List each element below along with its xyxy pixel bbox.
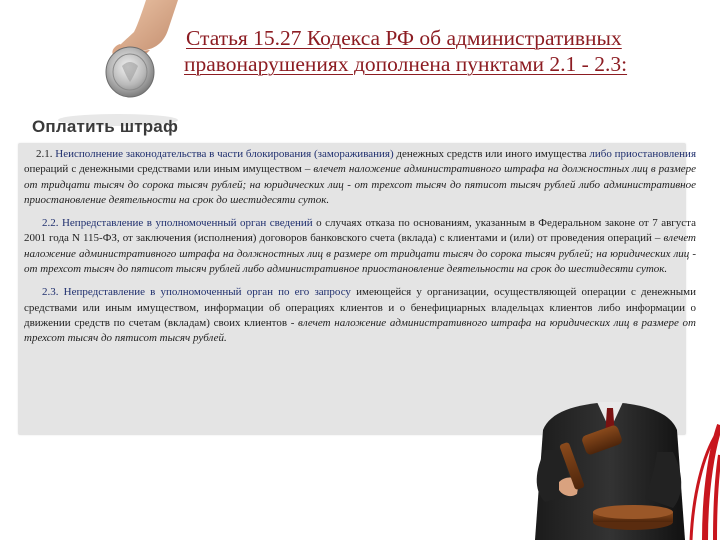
decorative-red-curves (605, 415, 720, 540)
highlighted-text: Неисполнение законодательства в части блокирования (замораживания) (52, 148, 394, 160)
penalty-text: влечет наложение административного штрафа на юридических лиц в размере от трехсот тысяч до пятисот тысяч рублей. (24, 316, 696, 345)
body-text: денежных средств или иного имущества (393, 148, 590, 160)
paragraph-2-2 (24, 216, 696, 277)
highlighted-text: либо приостановления (589, 148, 696, 160)
body-text: операций с денежными средствами или иным имуществом – (24, 163, 314, 176)
penalty-text: влечет наложение административного штрафа на должностных лиц в размере от тридцати тысяч до сорока тысяч рублей; на юридических лиц - от трехсот тысяч до пятисот тысяч рублей либо административное приостановление деятельности на срок до шестидесяти суток. (24, 163, 696, 206)
paragraph-number: 2.1. (36, 148, 53, 160)
pay-fine-label: Оплатить штраф (32, 117, 179, 136)
highlighted-text: Непредставление в уполномоченный орган сведений (58, 217, 313, 230)
paragraph-number: 2.2. (42, 217, 59, 230)
title-line-2: правонарушениях дополнена пунктами 2.1 - 2.3: (184, 52, 628, 76)
paragraph-number: 2.3. (42, 286, 59, 299)
highlighted-text: Непредставление в уполномоченный орган по его запросу (58, 286, 351, 299)
paragraph-2-3 (24, 285, 696, 346)
body-text: имеющейся у организации, осуществляющей операции с денежными средствами или иным имуществом, информации об операциях клиентов и о бенефициарных владельцах клиентов либо информации о движении средств по счетам (вкладам) своих клиентов - (24, 286, 697, 329)
page-title (184, 25, 714, 77)
body-text: о случаях отказа по основаниям, указанным в Федеральном законе от 7 августа 2001 года N 115-ФЗ, от заключения (исполнения) договоров банковского счета (вклада) с клиентами и (или) от проведения операций – (24, 217, 696, 245)
penalty-text: влечет наложение административного штрафа на должностных лиц в размере от тридцати тысяч до сорока тысяч рублей; на юридических лиц - от трехсот тысяч до пятисот тысяч рублей либо административное приостановление деятельности на срок до шестидесяти суток. (24, 232, 696, 276)
paragraph-2-1 (24, 147, 696, 208)
article-text (24, 147, 696, 355)
title-line-1: Статья 15.27 Кодекса РФ об административных (186, 26, 622, 50)
